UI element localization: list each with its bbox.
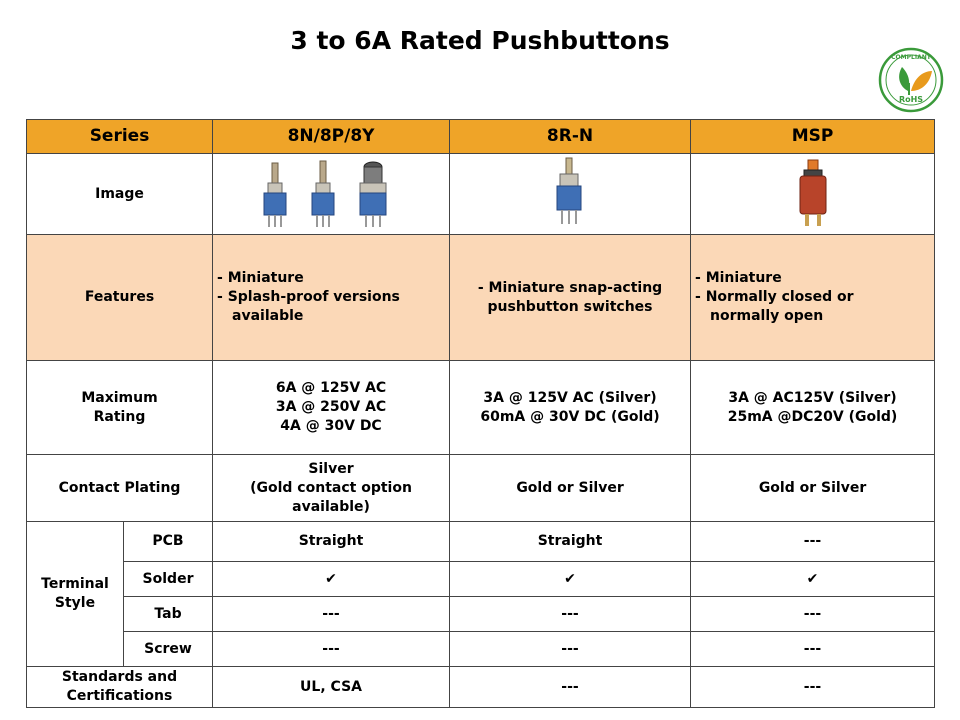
features-col1: - Miniature - Splash-proof versions available — [213, 235, 450, 361]
plating-col1: Silver (Gold contact option available) — [213, 455, 450, 522]
image-8n-8p-8y — [213, 154, 450, 235]
terminal-col1: Straight — [213, 522, 450, 562]
standards-row — [27, 667, 935, 708]
terminal-col3: --- — [691, 522, 935, 562]
rohs-leaf-icon — [878, 47, 944, 113]
header-col3: MSP — [691, 120, 935, 154]
svg-text:COMPLIANT: COMPLIANT — [891, 54, 931, 61]
terminal-row-screw — [27, 632, 935, 667]
pushbutton-8r-n-icon — [540, 156, 600, 232]
image-row — [27, 154, 935, 235]
terminal-label: Terminal Style — [27, 522, 124, 667]
terminal-name: Screw — [124, 632, 213, 667]
header-row — [27, 120, 935, 154]
header-col1: 8N/8P/8Y — [213, 120, 450, 154]
plating-row — [27, 455, 935, 522]
rohs-logo — [878, 47, 944, 113]
features-col2: - Miniature snap-acting pushbutton switches — [450, 235, 691, 361]
checkmark-icon: ✔ — [450, 562, 691, 597]
terminal-col2: Straight — [450, 522, 691, 562]
terminal-col3: --- — [691, 632, 935, 667]
header-series: Series — [27, 120, 213, 154]
plating-col2: Gold or Silver — [450, 455, 691, 522]
page-title: 3 to 6A Rated Pushbuttons — [290, 26, 670, 55]
checkmark-icon: ✔ — [213, 562, 450, 597]
terminal-name: Solder — [124, 562, 213, 597]
terminal-col2: --- — [450, 597, 691, 632]
terminal-row-solder — [27, 562, 935, 597]
image-label: Image — [27, 154, 213, 235]
rating-row — [27, 361, 935, 455]
terminal-name: Tab — [124, 597, 213, 632]
rating-col1: 6A @ 125V AC 3A @ 250V AC 4A @ 30V DC — [213, 361, 450, 455]
svg-text:RoHS: RoHS — [898, 95, 924, 104]
terminal-col2: --- — [450, 632, 691, 667]
image-msp — [691, 154, 935, 235]
header-col2: 8R-N — [450, 120, 691, 154]
rating-col3: 3A @ AC125V (Silver) 25mA @DC20V (Gold) — [691, 361, 935, 455]
features-label: Features — [27, 235, 213, 361]
standards-col1: UL, CSA — [213, 667, 450, 708]
spec-table — [26, 119, 935, 708]
terminal-col3: --- — [691, 597, 935, 632]
rating-label: Maximum Rating — [27, 361, 213, 455]
pushbutton-msp-icon — [783, 156, 843, 232]
plating-label: Contact Plating — [27, 455, 213, 522]
checkmark-icon: ✔ — [691, 562, 935, 597]
image-8r-n — [450, 154, 691, 235]
terminal-name: PCB — [124, 522, 213, 562]
standards-col3: --- — [691, 667, 935, 708]
features-col3: - Miniature - Normally closed or normally open — [691, 235, 935, 361]
standards-label: Standards and Certifications — [27, 667, 213, 708]
terminal-row-pcb — [27, 522, 935, 562]
standards-col2: --- — [450, 667, 691, 708]
plating-col3: Gold or Silver — [691, 455, 935, 522]
terminal-col1: --- — [213, 597, 450, 632]
features-row — [27, 235, 935, 361]
terminal-row-tab — [27, 597, 935, 632]
terminal-col1: --- — [213, 632, 450, 667]
pushbutton-trio-icon — [256, 157, 406, 231]
rating-col2: 3A @ 125V AC (Silver) 60mA @ 30V DC (Gold) — [450, 361, 691, 455]
